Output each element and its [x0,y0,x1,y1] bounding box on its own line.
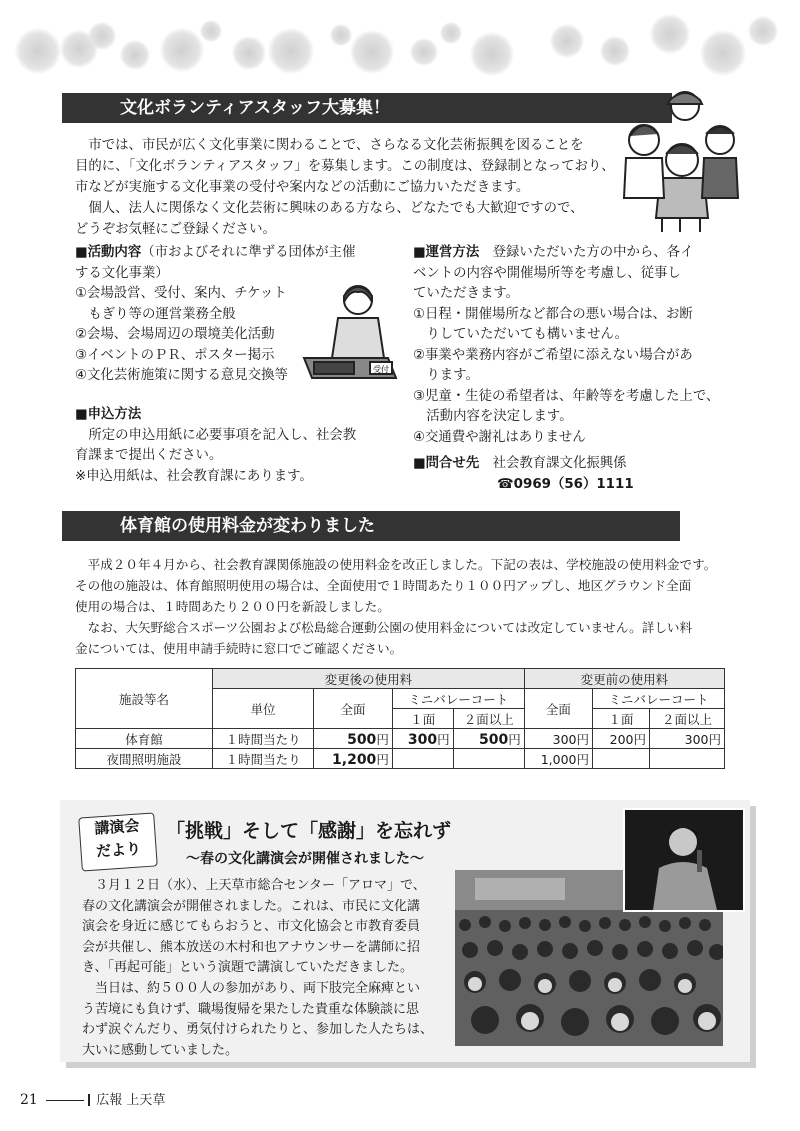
cell-before-two [649,749,724,769]
gym-title: 体育館の使用料金が変わりました [120,516,375,536]
operation-line: 登録いただいた方の中から、各イ [479,245,694,260]
activity-line: する文化事業） [75,265,169,281]
operation-line: ①日程・開催場所など都合の悪い場合は、お断 [413,306,693,322]
operation-line: ていただきます。 [413,286,520,301]
table-header-row [76,669,725,689]
lecture-line: ３月１２日（水）、上天草市総合センター「アロマ」で、 [95,878,426,893]
lecture-line: わず涙ぐんだり、勇気付けられたりと、参加した人たちは、 [82,1022,434,1038]
activity-line: （市およびそれに準ずる団体が主催 [141,245,356,260]
header-full: 全面 [524,689,592,729]
operation-line: ります。 [413,368,479,383]
cell-unit: １時間当たり [213,749,314,769]
header-before: 変更前の使用料 [524,669,724,689]
page-footer [20,1089,165,1108]
cell-after-one [392,749,453,769]
cell-after-full: 500円 [314,729,393,749]
activity-heading: ■活動内容 [75,245,142,260]
lecture-line: 大いに感動していました。 [82,1042,239,1058]
intro-line: どうぞお気軽にご登録ください。 [75,222,276,237]
intro-line: 市などが実施する文化事業の受付や案内などの活動にご協力いただきます。 [75,180,530,195]
gym-line: 金については、使用申請手続時に窓口でご確認ください。 [75,641,403,656]
volunteer-group-illustration [620,88,740,233]
gym-body [75,554,740,659]
apply-line: ※申込用紙は、社会教育課にあります。 [75,468,313,484]
activity-line: もぎり等の運営業務全般 [75,306,236,322]
fee-table [75,668,725,769]
cell-unit: １時間当たり [213,729,314,749]
cell-before-full: 300円 [524,729,592,749]
cell-before-two: 300円 [649,729,724,749]
apply-section [75,405,395,487]
apply-heading: ■申込方法 [75,407,142,422]
gym-line: 平成２０年４月から、社会教育課関係施設の使用料金を改正しました。下記の表は、学校施設の使用料金です。 [87,557,717,572]
reception-desk-illustration [300,278,400,393]
publication-name: 広報 上天草 [96,1093,166,1108]
gym-line: その他の施設は、体育館照明使用の場合は、全面使用で１時間あたり１００円アップし、地区グラウンド全面 [75,578,692,593]
header-two: ２面以上 [649,709,724,729]
operation-line: ベントの内容や開催場所等を考慮し、従事し [413,265,681,281]
header-after: 変更後の使用料 [213,669,525,689]
badge-line: だより [95,839,142,861]
gym-banner [62,511,680,541]
operation-line: りしていただいても構いません。 [413,327,629,342]
lecture-line: う苦境にも負けず、職場復帰を果たした貴重な体験談に思 [82,1001,419,1017]
page-number: 21 [20,1092,38,1108]
badge-line: 講演会 [93,816,141,838]
table-row [76,749,725,769]
contact-tel: ☎0969（56）1111 [497,476,634,492]
cell-before-full: 1,000円 [524,749,592,769]
reception-sign: 受付 [373,365,389,374]
lecture-line: き、「再起可能」という演題で講演していただきました。 [82,960,413,976]
table-row [76,729,725,749]
lecture-badge [78,812,158,871]
cell-before-one: 200円 [592,729,649,749]
operation-line: 活動内容を決定します。 [413,409,573,424]
intro-line: 市では、市民が広く文化事業に関わることで、さらなる文化芸術振興を図ることを [88,138,584,153]
operation-heading: ■運営方法 [413,245,480,260]
contact-dept: 社会教育課文化振興係 [492,456,627,471]
header-unit: 単位 [213,689,314,729]
cell-after-two [453,749,524,769]
speaker-photo [623,808,745,912]
operation-line: ④交通費や謝礼はありません [413,429,586,445]
intro-line: 目的に、「文化ボランティアスタッフ」を募集します。この制度は、登録制となっており、 [75,159,615,174]
contact-heading: ■問合せ先 [413,456,480,471]
header-mini: ミニバレーコート [392,689,524,709]
volunteer-banner [62,93,672,123]
activity-line: ①会場設営、受付、案内、チケット [75,286,287,301]
lecture-line: 当日は、約５００人の参加があり、両下肢完全麻痺とい [82,980,421,996]
cell-after-full: 1,200円 [314,749,393,769]
header-full: 全面 [314,689,393,729]
activity-line: ②会場、会場周辺の環境美化活動 [75,327,275,342]
intro-line: 個人、法人に関係なく文化芸術に興味のある方なら、どなたでも大歓迎ですので、 [88,201,584,216]
header-one: １面 [592,709,649,729]
header-facility: 施設等名 [76,669,213,729]
apply-line: 所定の申込用紙に必要事項を記入し、社会教 [88,427,357,443]
cell-name: 体育館 [76,729,213,749]
operation-line: ②事業や業務内容がご希望に添えない場合があ [413,347,693,363]
header-mini: ミニバレーコート [592,689,724,709]
lecture-line: 春の文化講演会が開催されました。これは、市民に文化講 [82,898,421,914]
apply-line: 育課まで提出ください。 [75,448,223,463]
header-one: １面 [392,709,453,729]
volunteer-title: 文化ボランティアスタッフ大募集！ [120,98,390,118]
lecture-line: 会が共催し、熊本放送の木村和也アナウンサーを講師に招 [82,939,421,955]
operation-line: ③児童・生徒の希望者は、年齢等を考慮した上で、 [413,388,720,404]
cell-after-two: 500円 [453,729,524,749]
lecture-subtitle: ～春の文化講演会が開催されました～ [186,851,424,867]
gym-line: なお、大矢野総合スポーツ公園および松島総合運動公園の使用料金については改定していません。詳しい料 [87,620,693,635]
activity-line: ③イベントのＰＲ、ポスター掲示 [75,347,275,363]
cell-name: 夜間照明施設 [76,749,213,769]
header-two: ２面以上 [453,709,524,729]
gym-line: 使用の場合は、１時間あたり２００円を新設しました。 [75,599,390,614]
lecture-line: 演会を身近に感じてもらおうと、市文化協会と市教育委員 [82,919,421,935]
cell-before-one [592,749,649,769]
lecture-title: 「挑戦」そして「感謝」を忘れず [166,820,452,842]
lecture-body [82,876,442,1061]
activity-line: ④文化芸術施策に関する意見交換等 [75,368,288,383]
footer-rule [46,1100,84,1101]
volunteer-intro [75,135,635,240]
operation-section [413,243,733,495]
cell-after-one: 300円 [392,729,453,749]
